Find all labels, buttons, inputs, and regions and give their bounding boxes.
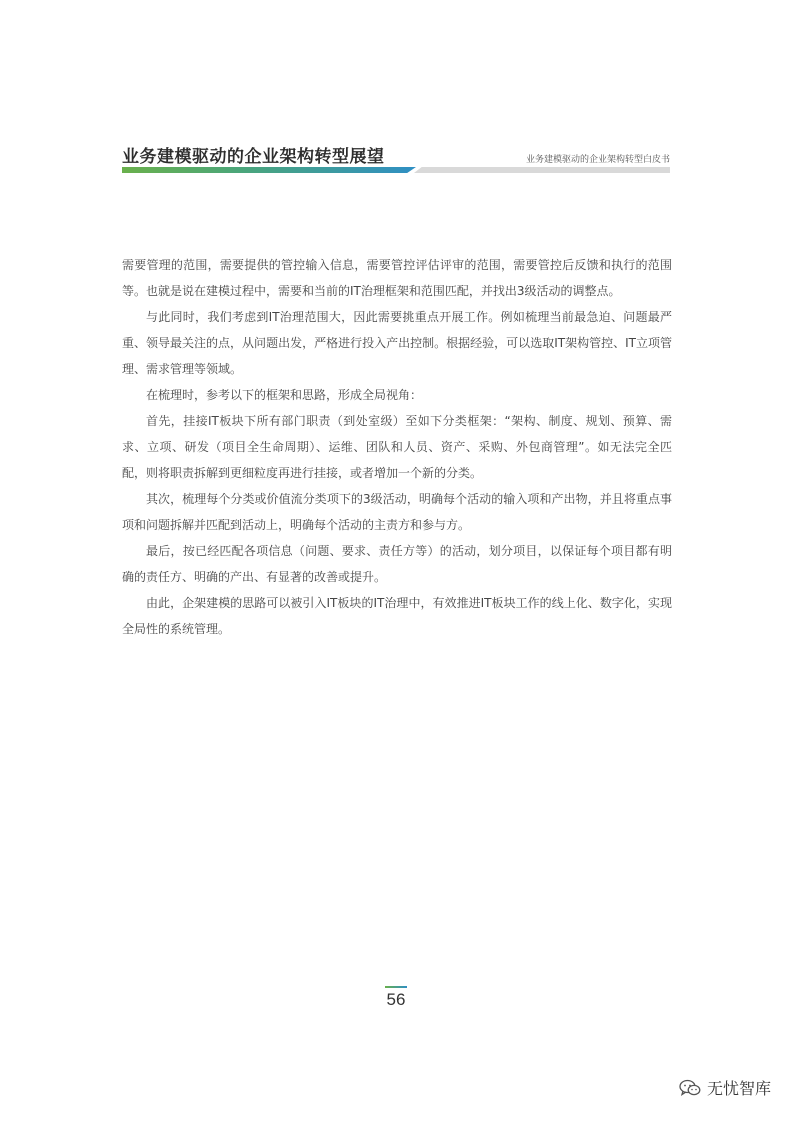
page-header bbox=[122, 140, 670, 176]
paragraph: 需要管理的范围，需要提供的管控输入信息，需要管控评估评审的范围，需要管控后反馈和执行的范围等。也就是说在建模过程中，需要和当前的IT治理框架和范围匹配，并找出3级活动的调整点。 bbox=[122, 258, 672, 298]
body-content bbox=[122, 252, 672, 642]
paragraph: 在梳理时，参考以下的框架和思路，形成全局视角： bbox=[146, 388, 423, 402]
paragraph: 由此，企架建模的思路可以被引入IT板块的IT治理中，有效推进IT板块工作的线上化、数字化，实现全局性的系统管理。 bbox=[122, 596, 672, 636]
header-divider-bar bbox=[122, 167, 670, 173]
watermark-text: 无忧智库 bbox=[706, 1079, 771, 1098]
paragraph: 与此同时，我们考虑到IT治理范围大，因此需要挑重点开展工作。例如梳理当前最急迫、问题最严重、领导最关注的点，从问题出发，严格进行投入产出控制。根据经验，可以选取IT架构管控、IT立项管理、需求管理等领域。 bbox=[122, 310, 672, 376]
paragraph: 最后，按已经匹配各项信息（问题、要求、责任方等）的活动，划分项目，以保证每个项目都有明确的责任方、明确的产出、有显著的改善或提升。 bbox=[122, 544, 672, 584]
paragraph: 其次，梳理每个分类或价值流分类项下的3级活动，明确每个活动的输入项和产出物，并且将重点事项和问题拆解并匹配到活动上，明确每个活动的主责方和参与方。 bbox=[122, 492, 672, 532]
header-bar-grey bbox=[414, 167, 670, 173]
header-bar-gradient bbox=[122, 167, 416, 173]
header-subtitle: 业务建模驱动的企业架构转型白皮书 bbox=[525, 155, 670, 165]
page-number: 56 bbox=[386, 990, 406, 1009]
paragraph: 首先，挂接IT板块下所有部门职责（到处室级）至如下分类框架：“架构、制度、规划、预算、需求、立项、研发（项目全生命周期）、运维、团队和人员、资产、采购、外包商管理”。如无法完全匹配，则将职责拆解到更细粒度再进行挂接，或者增加一个新的分类。 bbox=[122, 414, 672, 480]
page-number-accent bbox=[385, 986, 407, 988]
wechat-icon bbox=[679, 1079, 701, 1097]
header-title: 业务建模驱动的企业架构转型展望 bbox=[122, 147, 385, 167]
watermark bbox=[679, 1076, 771, 1099]
page-footer bbox=[380, 986, 412, 1010]
